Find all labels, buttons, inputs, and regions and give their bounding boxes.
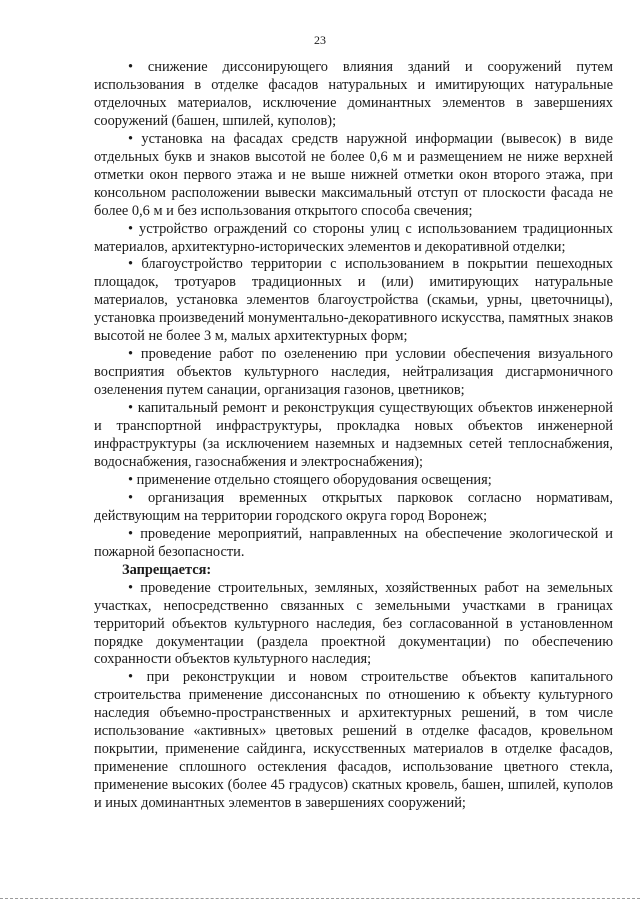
list-item-parking: • организация временных открытых парковок согласно нормативам, действующим на территории городского округа город Воронеж;: [94, 489, 613, 524]
list-item-signage: • установка на фасадах средств наружной информации (вывесок) в виде отдельных букв и знаков высотой не более 0,6 м и размещением не ниже верхней отметки окон первого этажа и не выше нижней отметки окон второго этажа, при консольном расположении вывески максимальный отступ от плоскости фасада не более 0,6 м и без использования открытого способа свечения;: [94, 130, 613, 219]
list-item-safety: • проведение мероприятий, направленных на обеспечение экологической и пожарной безопасности.: [94, 525, 613, 560]
page-number: 23: [314, 33, 326, 47]
list-item-landscaping: • благоустройство территории с использованием в покрытии пешеходных площадок, тротуаров традиционных и (или) имитирующих натуральные материалов, установка элементов благоустройства (скамьи, урны, цветочницы), установка произведений монументально-декоративного искусства, памятных знаков высотой не более 3 м, малых архитектурных форм;: [94, 256, 613, 345]
bottom-scan-edge: [0, 898, 640, 899]
list-item-prohibited-reconstruction: • при реконструкции и новом строительстве объектов капитального строительства применение диссонансных по отношению к объекту культурного наследия объемно-пространственных и архитектурных решений, в том числе использование «активных» цветовых решений в отделке фасадов, кровельном покрытии, применение сайдинга, искусственных материалов в отделке фасадов, применение сплошного остекления фасадов, использование цветного стекла, применение высоких (более 45 градусов) скатных кровель, башен, шпилей, куполов и иных доминантных элементов в завершениях сооружений;: [94, 669, 613, 812]
list-item-fences: • устройство ограждений со стороны улиц с использованием традиционных материалов, архитектурно-исторических элементов и декоративной отделки;: [94, 220, 613, 255]
document-body: [94, 59, 613, 813]
list-item-infrastructure: • капитальный ремонт и реконструкция существующих объектов инженерной и транспортной инфраструктуры, прокладка новых объектов инженерной инфраструктуры (за исключением наземных и надземных сетей теплоснабжения, водоснабжения, газоснабжения и электроснабжения);: [94, 400, 613, 470]
section-heading-prohibited: Запрещается:: [122, 561, 212, 578]
list-item-greening: • проведение работ по озеленению при условии обеспечения визуального восприятия объектов культурного наследия, нейтрализация дисгармоничного озеленения путем санации, организация газонов, цветников;: [94, 346, 613, 399]
list-item-reduce-dissonance: • снижение диссонирующего влияния зданий и сооружений путем использования в отделке фасадов натуральных и имитирующих натуральные отделочных материалов, исключение доминантных элементов в завершениях сооружений (башен, шпилей, куполов);: [94, 59, 613, 129]
list-item-prohibited-works: • проведение строительных, земляных, хозяйственных работ на земельных участках, непосредственно связанных с земельными участками в границах территорий объектов культурного наследия, без согласованной в установленном порядке документации (раздела проектной документации) по обеспечению сохранности объектов культурного наследия;: [94, 579, 613, 668]
list-item-lighting: • применение отдельно стоящего оборудования освещения;: [128, 471, 492, 488]
